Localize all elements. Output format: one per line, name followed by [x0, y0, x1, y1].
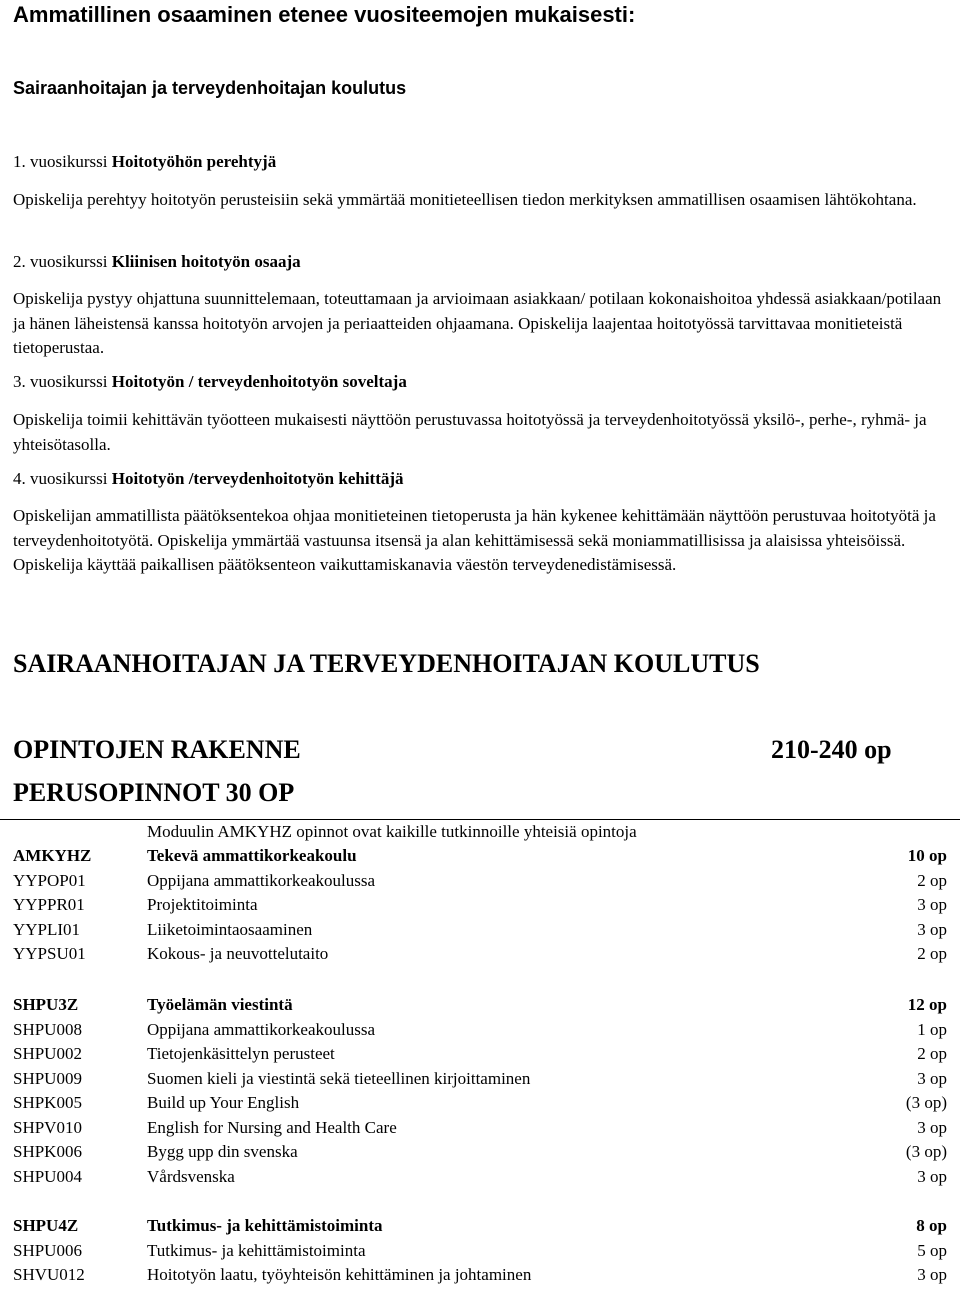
- course-1-prefix: 1. vuosikurssi: [13, 152, 112, 171]
- row-code: YYPOP01: [13, 870, 86, 890]
- course-3-heading: [13, 370, 407, 395]
- row-name: Build up Your English: [147, 1093, 300, 1112]
- row-credits: 3 op: [917, 1166, 947, 1186]
- row-code: SHPU004: [13, 1166, 82, 1186]
- course-4-description: Opiskelijan ammatillista päätöksentekoa ohjaa monitieteinen tietoperusta ja hän kykenee kehittämään näyttöön perustuvaa hoitotyötä ja terveydenhoitotyötä. Opiskelija ymmärtää vastuunsa itsensä ja alan kehittämisessä sekä moniammatillisissa ja alaisissa yhteisöissä. Opiskelija käyttää paikallisen päätöksenteon vaikuttamiskanavia väestön terveydenedistämisessä.: [13, 506, 936, 574]
- row-name: Kokous- ja neuvottelutaito: [147, 944, 329, 963]
- row-credits: 8 op: [916, 1216, 947, 1235]
- page-title: Ammatillinen osaaminen etenee vuositeemojen mukaisesti:: [13, 2, 636, 27]
- row-name: Oppijana ammattikorkeakoulussa: [147, 1019, 376, 1039]
- row-name: Projektitoiminta: [147, 895, 258, 914]
- row-code: SHPU008: [13, 1019, 82, 1039]
- row-name: English for Nursing and Health Care: [147, 1117, 397, 1137]
- row-code: SHPU4Z: [13, 1216, 79, 1235]
- row-credits: 5 op: [917, 1240, 947, 1260]
- row-name: Bygg upp din svenska: [147, 1142, 298, 1161]
- structure-heading: OPINTOJEN RAKENNE: [13, 735, 301, 764]
- row-code: YYPSU01: [13, 944, 86, 963]
- row-credits: 3 op: [917, 1068, 947, 1088]
- table-top-divider: [0, 819, 960, 820]
- row-name: Tekevä ammattikorkeakoulu: [147, 846, 357, 865]
- row-code: SHPU3Z: [13, 995, 79, 1014]
- row-name: Tietojenkäsittelyn perusteet: [147, 1044, 335, 1063]
- course-1-heading: [13, 150, 276, 175]
- row-name: Suomen kieli ja viestintä sekä tieteellinen kirjoittaminen: [147, 1068, 531, 1088]
- row-name: Työelämän viestintä: [147, 995, 293, 1014]
- row-credits: 2 op: [917, 870, 947, 890]
- row-code: SHPU002: [13, 1044, 82, 1063]
- course-1-description: Opiskelija perehtyy hoitotyön perusteisiin sekä ymmärtää monitieteellisen tiedon merkityksen ammatillisen osaamisen lähtökohtana.: [13, 190, 917, 209]
- row-credits: 12 op: [907, 995, 947, 1014]
- row-name: Vårdsvenska: [147, 1166, 235, 1186]
- course-2-prefix: 2. vuosikurssi: [13, 252, 112, 271]
- row-code: SHPV010: [13, 1117, 82, 1137]
- row-name: Oppijana ammattikorkeakoulussa: [147, 870, 376, 890]
- course-3-prefix: 3. vuosikurssi: [13, 372, 112, 391]
- row-credits: 3 op: [917, 919, 947, 939]
- row-code: AMKYHZ: [13, 846, 92, 865]
- program-heading: SAIRAANHOITAJAN JA TERVEYDENHOITAJAN KOULUTUS: [13, 649, 760, 678]
- course-2-heading: [13, 250, 301, 275]
- row-code: SHPU009: [13, 1068, 82, 1088]
- row-credits: 2 op: [917, 944, 947, 963]
- module-note: Moduulin AMKYHZ opinnot ovat kaikille tutkinnoille yhteisiä opintoja: [147, 822, 637, 841]
- course-2-theme: Kliinisen hoitotyön osaaja: [111, 252, 301, 271]
- row-code: SHPU006: [13, 1240, 82, 1260]
- row-name: Tutkimus- ja kehittämistoiminta: [147, 1240, 366, 1260]
- course-4-theme: Hoitotyön /terveydenhoitotyön kehittäjä: [111, 469, 404, 488]
- row-credits: 2 op: [917, 1044, 947, 1063]
- structure-total: 210-240 op: [771, 735, 892, 764]
- course-3-description: Opiskelija toimii kehittävän työotteen mukaisesti näyttöön perustuvassa hoitotyössä ja terveydenhoitotyössä yksilö-, perhe-, ryhmä- ja yhteisötasolla.: [13, 410, 927, 454]
- row-code: YYPPR01: [13, 895, 85, 914]
- row-name: Hoitotyön laatu, työyhteisön kehittäminen ja johtaminen: [147, 1265, 532, 1284]
- course-4-prefix: 4. vuosikurssi: [13, 469, 112, 488]
- row-credits: 10 op: [907, 846, 947, 865]
- row-credits: 1 op: [917, 1019, 947, 1039]
- basic-studies-heading: PERUSOPINNOT 30 OP: [13, 778, 295, 807]
- row-credits: 3 op: [917, 1117, 947, 1137]
- row-credits: (3 op): [905, 1142, 947, 1161]
- row-code: YYPLI01: [13, 919, 81, 939]
- course-4-heading: [13, 467, 404, 492]
- row-code: SHPK005: [13, 1093, 82, 1112]
- course-2-description: Opiskelija pystyy ohjattuna suunnittelemaan, toteuttamaan ja arvioimaan asiakkaan/ potilaan kokonaishoitoa yhdessä asiakkaan/potilaan ja hänen läheistensä kanssa hoitotyön arvojen ja periaatteiden ohjaamana. Opiskelija laajentaa hoitotyössä tarvittavaa monitieteistä tietoperustaa.: [13, 289, 942, 357]
- row-credits: (3 op): [905, 1093, 947, 1112]
- page-subtitle: Sairaanhoitajan ja terveydenhoitajan koulutus: [13, 78, 407, 98]
- row-credits: 3 op: [917, 895, 947, 914]
- row-name: Liiketoimintaosaaminen: [147, 919, 313, 939]
- row-code: SHVU012: [13, 1265, 85, 1284]
- row-credits: 3 op: [917, 1265, 947, 1284]
- course-1-theme: Hoitotyöhön perehtyjä: [111, 152, 277, 171]
- course-3-theme: Hoitotyön / terveydenhoitotyön soveltaja: [111, 372, 407, 391]
- row-name: Tutkimus- ja kehittämistoiminta: [147, 1216, 383, 1235]
- row-code: SHPK006: [13, 1142, 82, 1161]
